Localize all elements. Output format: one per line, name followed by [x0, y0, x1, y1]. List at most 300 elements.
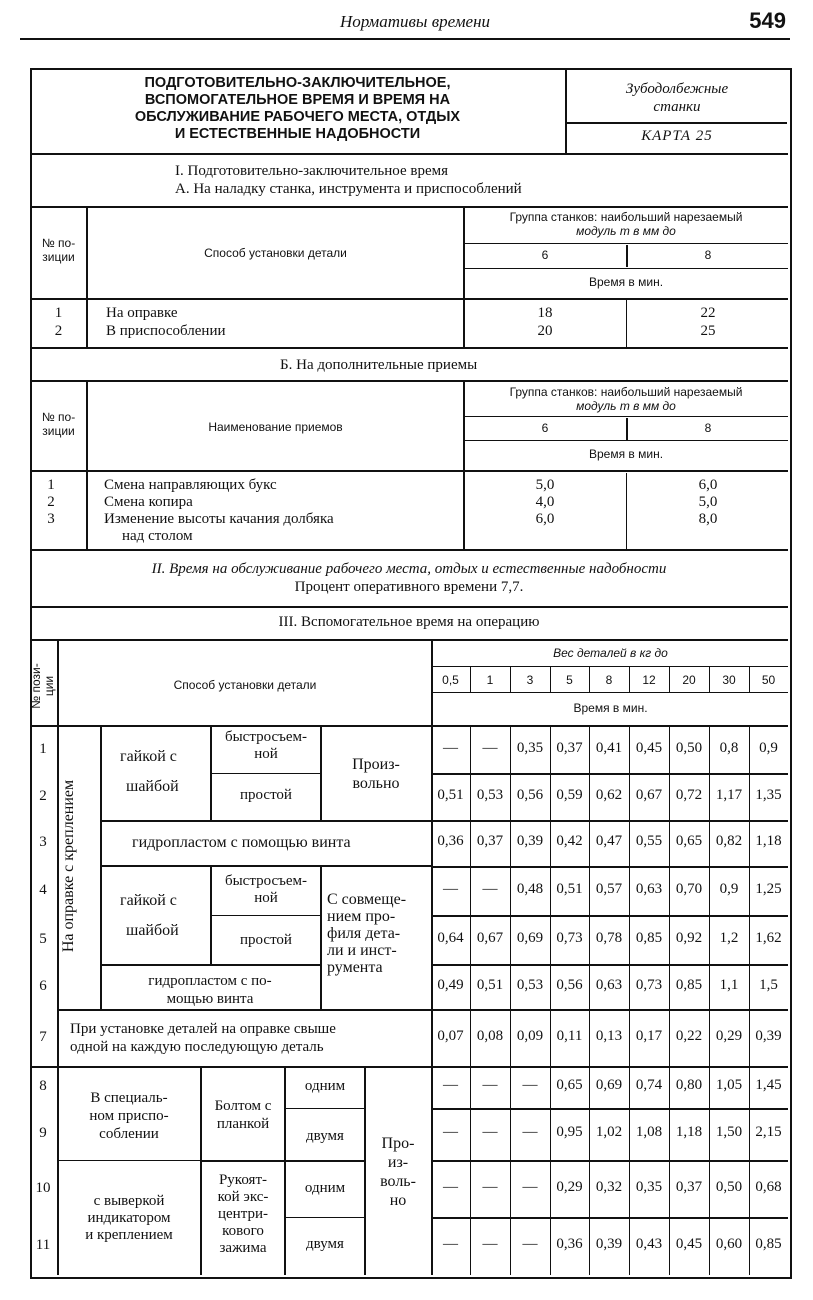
- time-value: 1,08: [635, 1124, 663, 1140]
- rule: [431, 1160, 788, 1162]
- time-value: —: [482, 880, 498, 897]
- time-unit-label: Время в мин.: [588, 275, 664, 289]
- time-value: 0,45: [675, 1236, 703, 1252]
- nut-washer-label-2: шайбой: [126, 778, 179, 795]
- weight-col-header: 8: [605, 673, 613, 687]
- rule: [210, 915, 320, 916]
- time-value: 0,53: [476, 786, 504, 803]
- rule: [200, 1160, 284, 1162]
- col-rule: [320, 866, 322, 1009]
- time-value: —: [443, 739, 458, 756]
- rule: [57, 1160, 200, 1161]
- rule: [30, 380, 788, 382]
- time-value: 1,05: [715, 1077, 743, 1093]
- two-label: двумя: [306, 1128, 344, 1144]
- time-value: 0,37: [556, 739, 583, 756]
- time-value: 0,85: [675, 976, 703, 993]
- label-line: С совмеще-: [327, 891, 407, 908]
- group-header: [465, 210, 787, 238]
- time-value: 1,50: [715, 1124, 743, 1140]
- time-value: 1,02: [595, 1124, 623, 1140]
- time-value: 0,36: [437, 833, 464, 849]
- bolt-strap-label: [202, 1097, 284, 1133]
- time-value: 0,13: [595, 1027, 623, 1044]
- time-value: 0,35: [635, 1178, 663, 1195]
- time-value: 1,18: [675, 1124, 703, 1140]
- col-rule: [86, 207, 88, 347]
- time-value: 0,51: [437, 786, 464, 803]
- arbitrary-label: [366, 1134, 430, 1210]
- row-pos: 6: [39, 977, 47, 994]
- time-value: 0,51: [476, 976, 504, 993]
- col-rule: [510, 726, 511, 1275]
- label-line: ном приспо-: [89, 1108, 169, 1124]
- time-value: 0,39: [755, 1027, 782, 1044]
- time-value: 0,55: [635, 833, 663, 849]
- module-8: 8: [704, 248, 712, 262]
- row-value: 22: [700, 305, 716, 321]
- section-2-percent: Процент оперативного времени 7,7.: [294, 579, 524, 595]
- weight-col-header: 50: [761, 673, 776, 687]
- time-value: 0,85: [635, 929, 663, 946]
- simple-label: простой: [240, 787, 292, 803]
- time-value: 2,15: [755, 1124, 782, 1140]
- time-value: 0,09: [516, 1027, 544, 1044]
- rule: [431, 1009, 788, 1011]
- label-line: быстросъем-: [224, 873, 308, 889]
- time-value: 0,63: [595, 976, 623, 993]
- rule: [431, 666, 788, 667]
- time-value: 0,43: [635, 1236, 663, 1252]
- rule: [431, 1066, 788, 1068]
- section-1a-heading: А. На наладку станка, инструмента и приспособлений: [175, 181, 522, 197]
- one-label: одним: [304, 1180, 346, 1196]
- machine-type: [567, 80, 787, 116]
- col-header-line: ции: [42, 675, 56, 697]
- col-rule: [57, 640, 59, 1067]
- rule: [431, 1217, 788, 1219]
- page-number: 549: [749, 8, 786, 33]
- card-number: КАРТА 25: [641, 128, 713, 144]
- label-line: гидропластом с по-: [148, 973, 272, 989]
- hydro-screw-label: гидропластом с помощью винта: [132, 834, 351, 851]
- time-value: 1,5: [759, 976, 778, 993]
- row-value: 6,0: [535, 511, 555, 527]
- row-name: Смена направляющих букс: [104, 477, 277, 493]
- time-value: —: [443, 1236, 458, 1252]
- time-value: —: [482, 739, 498, 756]
- rule: [30, 347, 788, 349]
- time-value: 0,36: [556, 1236, 583, 1252]
- label-line: одной на каждую последующую деталь: [70, 1039, 324, 1055]
- row-value: 5,0: [535, 477, 555, 493]
- time-value: 0,72: [675, 786, 703, 803]
- col-rule: [669, 726, 670, 1275]
- time-value: 0,65: [675, 833, 703, 849]
- row-name: На оправке: [106, 305, 178, 321]
- rule: [210, 773, 320, 774]
- rule: [463, 243, 788, 244]
- quick-release-label: [212, 873, 320, 907]
- col-rule: [626, 300, 627, 347]
- rule: [57, 1009, 431, 1011]
- row-name-cont: над столом: [122, 528, 193, 544]
- label-line: ной: [254, 746, 278, 762]
- rule: [431, 1108, 788, 1110]
- label-line: кой экс-: [217, 1189, 269, 1205]
- label-line: зажима: [219, 1240, 267, 1256]
- time-value: 0,95: [556, 1124, 583, 1140]
- time-value: 0,50: [675, 739, 703, 756]
- time-value: 0,73: [556, 929, 583, 946]
- col-rule: [749, 726, 750, 1275]
- special-fixture-label: [59, 1089, 199, 1143]
- col-rule: [589, 726, 590, 1275]
- rule: [431, 866, 788, 868]
- time-value: 0,29: [715, 1027, 743, 1044]
- running-head: [20, 8, 790, 40]
- time-value: 0,67: [635, 786, 663, 803]
- row-name: Изменение высоты качания долбяка: [104, 511, 334, 527]
- time-unit-label: Время в мин.: [573, 701, 648, 715]
- time-value: —: [482, 1077, 498, 1093]
- label-line: индикатором: [87, 1210, 171, 1226]
- time-value: —: [443, 1077, 458, 1093]
- time-value: 0,73: [635, 976, 663, 993]
- time-value: 1,18: [755, 833, 782, 849]
- time-value: 0,08: [476, 1027, 504, 1044]
- weight-col-header: 0,5: [442, 673, 459, 687]
- time-value: 0,62: [595, 786, 623, 803]
- time-value: 0,9: [719, 880, 739, 897]
- row-pos: 1: [47, 477, 55, 493]
- label-line: ной: [254, 890, 278, 906]
- section-2-heading: II. Время на обслуживание рабочего места, отдых и естественные надобности: [151, 561, 667, 577]
- time-value: 0,53: [516, 976, 544, 993]
- time-unit-label: Время в мин.: [588, 447, 664, 461]
- running-head-title: Нормативы времени: [340, 12, 491, 31]
- section-1-heading: I. Подготовительно-заключительное время: [175, 163, 448, 179]
- time-value: 0,07: [437, 1027, 464, 1044]
- time-value: 0,70: [675, 880, 703, 897]
- nut-washer-label: гайкой с: [120, 748, 177, 765]
- col-rule: [629, 726, 630, 1275]
- label-line: быстросъем-: [224, 729, 308, 745]
- time-value: 0,51: [556, 880, 583, 897]
- time-value: —: [522, 1077, 538, 1093]
- col-header-name: Наименование приемов: [208, 420, 343, 434]
- machine-type-line: станки: [653, 99, 701, 115]
- time-value: 0,56: [516, 786, 544, 803]
- group-header-line: Группа станков: наибольший нарезаемый: [509, 210, 743, 224]
- time-value: 0,68: [755, 1178, 782, 1195]
- arbitrary-label: [322, 755, 430, 793]
- one-label: одним: [304, 1078, 346, 1094]
- time-value: 0,47: [595, 833, 623, 849]
- col-header-line: № по-: [41, 236, 76, 250]
- label-line: центри-: [218, 1206, 268, 1222]
- time-value: 1,1: [719, 976, 739, 993]
- quick-release-label: [212, 729, 320, 763]
- rule: [30, 206, 788, 208]
- row-pos: 11: [35, 1237, 51, 1253]
- label-line: вольно: [352, 775, 400, 792]
- row-value: 20: [537, 323, 553, 339]
- time-value: —: [522, 1124, 538, 1140]
- time-value: 0,11: [556, 1027, 583, 1044]
- time-value: 0,69: [516, 929, 544, 946]
- rule: [284, 1217, 364, 1218]
- label-line: нием про-: [327, 908, 396, 925]
- two-label: двумя: [306, 1236, 344, 1252]
- time-value: 0,39: [516, 833, 544, 849]
- group-header: [465, 385, 787, 413]
- time-value: 1,62: [755, 929, 782, 946]
- card-title-line: И ЕСТЕСТВЕННЫЕ НАДОБНОСТИ: [174, 126, 421, 142]
- col-header-line: зиции: [42, 250, 75, 264]
- time-value: 0,78: [595, 929, 623, 946]
- time-value: 0,74: [635, 1077, 663, 1093]
- module-6: 6: [541, 421, 549, 435]
- card-title-line: ПОДГОТОВИТЕЛЬНО-ЗАКЛЮЧИТЕЛЬНОЕ,: [144, 75, 451, 91]
- row-value: 18: [537, 305, 553, 321]
- label-line: воль-: [380, 1173, 416, 1190]
- label-line: Про-: [381, 1135, 415, 1152]
- time-value: 0,64: [437, 929, 464, 946]
- label-line: Произ-: [352, 756, 400, 773]
- col-rule: [589, 667, 590, 692]
- col-rule: [510, 667, 511, 692]
- machine-type-line: Зубодолбежные: [625, 81, 729, 97]
- row-pos: 10: [35, 1179, 51, 1196]
- row-value: 25: [700, 323, 716, 339]
- time-value: 0,37: [675, 1178, 703, 1195]
- rule: [100, 865, 431, 867]
- time-value: —: [522, 1236, 538, 1252]
- col-rule: [669, 667, 670, 692]
- row-name: Смена копира: [104, 494, 193, 510]
- time-value: 0,80: [675, 1077, 703, 1093]
- rule: [463, 440, 788, 441]
- row-value: 8,0: [698, 511, 718, 527]
- col-header-pos: [30, 646, 56, 726]
- time-value: 1,45: [755, 1077, 782, 1093]
- group-header-line: Группа станков: наибольший нарезаемый: [509, 385, 743, 399]
- time-value: 0,35: [516, 739, 544, 756]
- col-rule: [709, 667, 710, 692]
- row-pos: 1: [54, 305, 63, 321]
- label-line: из-: [387, 1154, 409, 1171]
- card-title-line: ОБСЛУЖИВАНИЕ РАБОЧЕГО МЕСТА, ОТДЫХ: [134, 109, 461, 125]
- simple-label: простой: [240, 932, 292, 948]
- time-value: —: [522, 1178, 538, 1195]
- rule: [30, 725, 788, 727]
- rule: [30, 470, 788, 472]
- time-value: 0,9: [759, 739, 778, 756]
- rule: [431, 820, 788, 822]
- time-value: 0,82: [715, 833, 743, 849]
- row-pos: 8: [39, 1078, 47, 1094]
- nut-washer-label-2: шайбой: [126, 922, 179, 939]
- time-value: 0,37: [476, 833, 504, 849]
- rule: [431, 964, 788, 966]
- label-line: филя дета-: [327, 925, 401, 942]
- label-line: В специаль-: [90, 1090, 168, 1106]
- label-line: Болтом с: [214, 1098, 272, 1114]
- col-header-method: Способ установки детали: [204, 246, 347, 260]
- time-value: —: [443, 880, 458, 897]
- col-rule: [709, 726, 710, 1275]
- weight-col-header: 30: [722, 673, 736, 687]
- row-pos: 4: [39, 881, 47, 898]
- col-rule: [550, 726, 551, 1275]
- col-rule: [100, 726, 102, 1009]
- label-line: ли и инст-: [327, 942, 397, 959]
- eccentric-label: [202, 1172, 284, 1257]
- col-header-line: зиции: [42, 424, 75, 438]
- rule: [284, 1160, 364, 1162]
- time-value: 0,50: [715, 1178, 743, 1195]
- more-than-one-label: [70, 1020, 336, 1056]
- module-8: 8: [704, 421, 712, 435]
- row-pos: 5: [39, 930, 47, 947]
- weight-header: Вес деталей в кг до: [553, 646, 668, 660]
- on-mandrel-label: На оправке с креплением: [60, 779, 77, 953]
- rule: [30, 606, 788, 608]
- row-pos: 3: [39, 834, 47, 850]
- label-line: мощью винта: [166, 991, 254, 1007]
- group-header-line: модуль m в мм до: [576, 399, 676, 413]
- label-line: но: [389, 1192, 407, 1209]
- row-value: 6,0: [698, 477, 718, 493]
- col-rule: [470, 667, 471, 692]
- time-value: 0,92: [675, 929, 703, 946]
- col-rule: [86, 381, 88, 549]
- col-rule: [626, 473, 627, 549]
- weight-col-header: 3: [526, 673, 534, 687]
- col-rule: [550, 667, 551, 692]
- rule: [30, 639, 788, 641]
- row-pos: 2: [39, 787, 47, 804]
- weight-col-header: 12: [642, 673, 656, 687]
- time-value: 0,8: [719, 739, 739, 756]
- module-6: 6: [541, 248, 549, 262]
- label-line: Рукоят-: [218, 1172, 268, 1188]
- weight-col-header: 20: [682, 673, 696, 687]
- rule: [284, 1108, 364, 1109]
- rule: [463, 416, 788, 417]
- time-value: 0,22: [675, 1027, 703, 1044]
- rule: [463, 268, 788, 269]
- label-line: При установке деталей на оправке свыше: [70, 1021, 336, 1037]
- time-value: 0,39: [595, 1236, 623, 1252]
- label-line: с выверкой: [93, 1193, 165, 1209]
- time-value: 1,35: [755, 786, 782, 803]
- time-value: 0,41: [595, 739, 623, 756]
- time-value: 0,59: [556, 786, 583, 803]
- row-pos: 7: [39, 1028, 47, 1045]
- time-value: 0,49: [437, 976, 464, 993]
- rule: [30, 1066, 431, 1068]
- time-value: 0,42: [556, 833, 583, 849]
- group-header-line: модуль m в мм до: [576, 224, 676, 238]
- time-value: 0,60: [715, 1236, 743, 1252]
- weight-col-header: 5: [566, 673, 573, 687]
- time-value: —: [443, 1178, 458, 1195]
- label-line: соблении: [99, 1126, 159, 1142]
- indicator-label: [59, 1193, 199, 1244]
- time-value: —: [443, 1124, 458, 1140]
- label-line: румента: [327, 959, 383, 976]
- row-pos: 9: [39, 1125, 47, 1141]
- time-value: —: [482, 1178, 498, 1195]
- time-value: 0,57: [595, 880, 623, 897]
- row-pos: 2: [54, 323, 63, 339]
- rule: [100, 964, 320, 966]
- time-value: 1,17: [715, 786, 743, 803]
- rule: [100, 820, 431, 822]
- time-value: 1,25: [755, 880, 782, 897]
- time-value: 0,67: [476, 929, 504, 946]
- rule: [431, 915, 788, 917]
- col-header-line: № по-: [41, 410, 76, 424]
- time-value: 1,2: [719, 929, 739, 946]
- time-value: 0,65: [556, 1077, 583, 1093]
- time-value: 0,17: [635, 1027, 663, 1044]
- col-rule: [749, 667, 750, 692]
- row-value: 4,0: [535, 494, 555, 510]
- row-value: 5,0: [698, 494, 718, 510]
- time-value: 0,32: [595, 1178, 623, 1195]
- time-value: 0,63: [635, 880, 663, 897]
- rule: [30, 153, 788, 155]
- time-value: 0,48: [516, 880, 544, 897]
- col-header-pos: [31, 236, 86, 264]
- col-rule: [470, 726, 471, 1275]
- label-line: и креплением: [85, 1227, 173, 1243]
- header-rule: [565, 122, 787, 124]
- col-header-pos: [31, 410, 86, 438]
- time-value: —: [482, 1236, 498, 1252]
- nut-washer-label: гайкой с: [120, 892, 177, 909]
- rule: [30, 549, 788, 551]
- label-line: кового: [222, 1223, 264, 1239]
- col-header-line: № пози-: [29, 663, 43, 709]
- col-rule: [629, 667, 630, 692]
- rule: [431, 692, 788, 693]
- card-title-line: ВСПОМОГАТЕЛЬНОЕ ВРЕМЯ И ВРЕМЯ НА: [144, 92, 451, 108]
- row-pos: 1: [39, 740, 47, 757]
- row-pos: 2: [47, 494, 55, 510]
- weight-col-header: 1: [486, 673, 494, 687]
- hydro-help-label: [102, 972, 318, 1008]
- time-value: 0,29: [556, 1178, 583, 1195]
- time-value: 0,45: [635, 739, 663, 756]
- time-value: 0,85: [755, 1236, 782, 1252]
- label-line: планкой: [216, 1116, 270, 1132]
- time-value: 0,69: [595, 1077, 623, 1093]
- time-value: —: [482, 1124, 498, 1140]
- rule: [431, 773, 788, 775]
- col-header-method: Способ установки детали: [173, 678, 317, 692]
- section-1b-heading: Б. На дополнительные приемы: [280, 357, 478, 373]
- card-title: [30, 70, 565, 152]
- row-pos: 3: [47, 511, 55, 527]
- rule: [30, 298, 788, 300]
- section-3-heading: III. Вспомогательное время на операцию: [278, 614, 540, 630]
- combined-label: [327, 891, 406, 976]
- time-value: 0,56: [556, 976, 583, 993]
